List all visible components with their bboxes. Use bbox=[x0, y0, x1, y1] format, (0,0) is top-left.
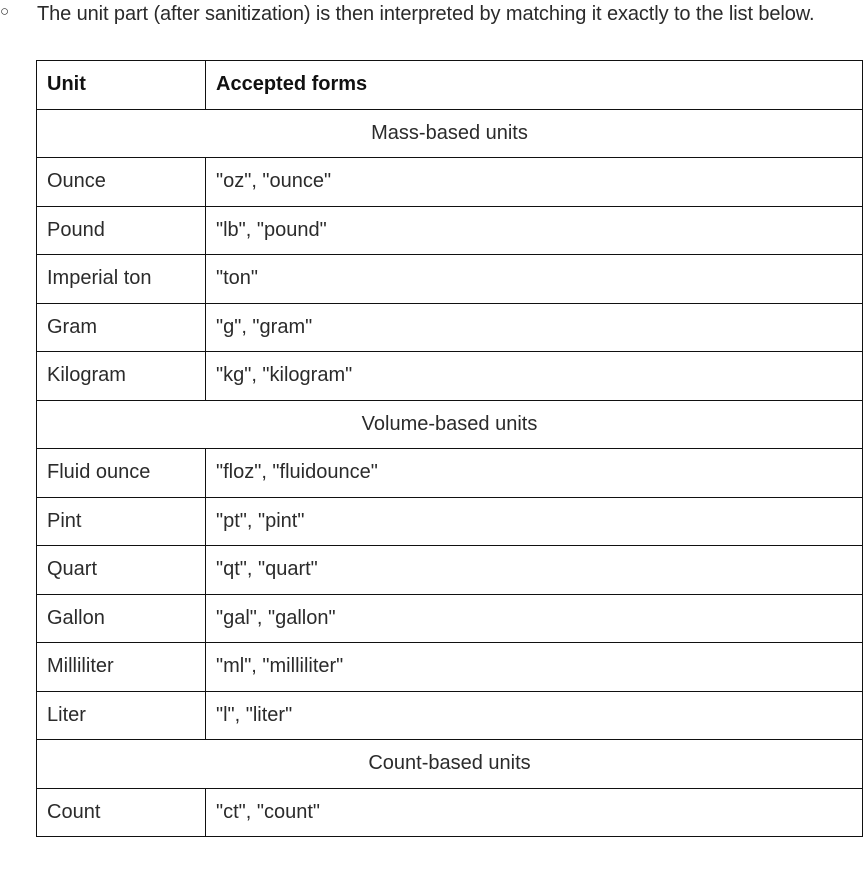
unit-cell: Count bbox=[37, 788, 206, 837]
forms-cell: "pt", "pint" bbox=[206, 497, 863, 546]
unit-cell: Imperial ton bbox=[37, 255, 206, 304]
section-row-mass bbox=[37, 109, 863, 158]
table-row bbox=[37, 255, 863, 304]
section-title: Volume-based units bbox=[37, 400, 863, 449]
unit-cell: Milliliter bbox=[37, 643, 206, 692]
unit-cell: Quart bbox=[37, 546, 206, 595]
table-row bbox=[37, 643, 863, 692]
intro-text: The unit part (after sanitization) is then interpreted by matching it exactly to the list below. bbox=[37, 3, 815, 25]
table-row bbox=[37, 303, 863, 352]
header-accepted-forms: Accepted forms bbox=[206, 61, 863, 110]
section-title: Mass-based units bbox=[37, 109, 863, 158]
forms-cell: "kg", "kilogram" bbox=[206, 352, 863, 401]
unit-cell: Liter bbox=[37, 691, 206, 740]
unit-cell: Kilogram bbox=[37, 352, 206, 401]
forms-cell: "oz", "ounce" bbox=[206, 158, 863, 207]
forms-cell: "l", "liter" bbox=[206, 691, 863, 740]
header-unit: Unit bbox=[37, 61, 206, 110]
unit-cell: Pint bbox=[37, 497, 206, 546]
unit-cell: Ounce bbox=[37, 158, 206, 207]
forms-cell: "g", "gram" bbox=[206, 303, 863, 352]
unit-cell: Gallon bbox=[37, 594, 206, 643]
table-row bbox=[37, 594, 863, 643]
unit-cell: Fluid ounce bbox=[37, 449, 206, 498]
table-row bbox=[37, 788, 863, 837]
list-bullet-icon: ○ bbox=[0, 3, 10, 20]
forms-cell: "qt", "quart" bbox=[206, 546, 863, 595]
unit-cell: Gram bbox=[37, 303, 206, 352]
table-row bbox=[37, 158, 863, 207]
forms-cell: "floz", "fluidounce" bbox=[206, 449, 863, 498]
table-row bbox=[37, 497, 863, 546]
table-row bbox=[37, 546, 863, 595]
forms-cell: "gal", "gallon" bbox=[206, 594, 863, 643]
section-row-volume bbox=[37, 400, 863, 449]
section-title: Count-based units bbox=[37, 740, 863, 789]
table-row bbox=[37, 691, 863, 740]
forms-cell: "ct", "count" bbox=[206, 788, 863, 837]
table-row bbox=[37, 449, 863, 498]
units-table bbox=[36, 60, 863, 837]
forms-cell: "ton" bbox=[206, 255, 863, 304]
section-row-count bbox=[37, 740, 863, 789]
table-row bbox=[37, 206, 863, 255]
unit-cell: Pound bbox=[37, 206, 206, 255]
forms-cell: "lb", "pound" bbox=[206, 206, 863, 255]
table-row bbox=[37, 352, 863, 401]
forms-cell: "ml", "milliliter" bbox=[206, 643, 863, 692]
table-header-row bbox=[37, 61, 863, 110]
